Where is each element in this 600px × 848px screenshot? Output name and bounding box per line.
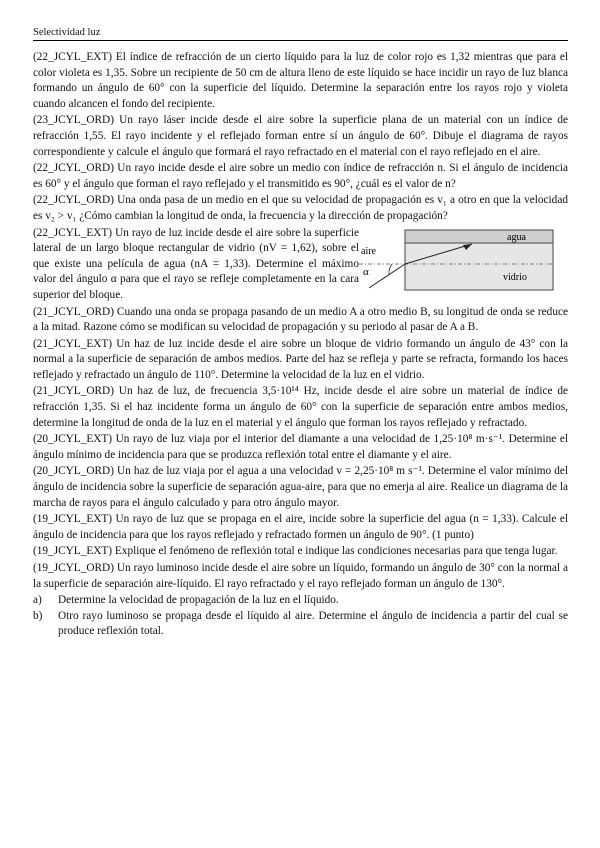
label-vidrio: vidrio — [503, 271, 527, 283]
page-header: Selectividad luz — [33, 27, 568, 41]
subitem — [33, 609, 568, 640]
problem-item: (21_JCYL_ORD) Un haz de luz, de frecuencia 3,5·10¹⁴ Hz, incide desde el aire sobre un material de índice de refracción 1,35. Si el haz incidente forma un ángulo de 60° con la superficie de separación entre ambos medios, determine la longitud de onda de la luz en el material y el ángulo que forman los rayos reflejado y refractado. — [33, 385, 568, 429]
problem-item: (21_JCYL_EXT) Un haz de luz incide desde el aire sobre un bloque de vidrio formando un ángulo de 43° con la normal a la superficie de separación de ambos medios. Parte del haz se refleja y parte se refracta, formando los haces reflejado y refractado un ángulo de 110°. Determine la velocidad de la luz en el vidrio. — [33, 337, 568, 381]
incident-ray — [369, 264, 405, 288]
figure-problem — [33, 226, 568, 305]
subitem — [33, 593, 568, 609]
problem-item: (22_JCYL_EXT) El índice de refracción de un cierto líquido para la luz de color rojo es 1,32 mientras que para el color violeta es 1,35. Sobre un recipiente de 50 cm de altura lleno de este líquido se hace incidir un rayo de luz blanca formando un ángulo de 60° con la superficie del líquido. Determine la separación entre los rayos rojo y violeta cuando alcancen el fondo del recipiente. — [33, 51, 568, 110]
subitem-list — [33, 593, 568, 640]
problem-item: (19_JCYL_EXT) Un rayo de luz que se propaga en el aire, incide sobre la superficie del agua (n = 1,33). Calcule el ángulo de incidencia para que los rayos reflejado y refractado formen un ángulo de 90°. (1 punto) — [33, 513, 568, 541]
label-aire: aire — [361, 245, 376, 257]
problem-list — [33, 50, 568, 640]
problem-item: (19_JCYL_EXT) Explique el fenómeno de reflexión total e indique las condiciones necesarias para que tenga lugar. — [33, 545, 558, 558]
subitem-text: Otro rayo luminoso se propaga desde el líquido al aire. Determine el ángulo de incidencia a partir del cual se produce reflexión total. — [58, 609, 568, 638]
problem-item: (23_JCYL_ORD) Un rayo láser incide desde el aire sobre la superficie plana de un material con un índice de refracción 1,55. El rayo incidente y el reflejado forman entre sí un ángulo de 60°. Dibuje el diagrama de rayos correspondiente y calcule el ángulo que formará el rayo refractado en el material con el rayo reflejado en el aire. — [33, 114, 568, 158]
subitem-marker: a) — [33, 594, 42, 607]
problem-item: (22_JCYL_EXT) Un rayo de luz incide desde el aire sobre la superficie lateral de un largo bloque rectangular de vidrio (nV = 1,62), sobre el que existe una película de agua (nA = 1,33). Determine el máximo valor del ángulo α para que el rayo se refleje completamente en la cara superior del bloque. — [33, 226, 359, 301]
label-alpha: α — [363, 265, 369, 278]
subitem-marker: b) — [33, 609, 43, 622]
problem-item: (22_JCYL_ORD) Un rayo incide desde el aire sobre un medio con índice de refracción n. Si el ángulo de incidencia es 60° y el ángulo que forman el rayo reflejado y el transmitido es 90°, ¿cuál es el valor de n? — [33, 162, 568, 190]
label-agua: agua — [507, 231, 526, 243]
problem-item: (20_JCYL_ORD) Un haz de luz viaja por el agua a una velocidad v = 2,25·10⁸ m s⁻¹. Determine el valor mínimo del ángulo de incidencia sobre la superficie de separación agua-aire, para que no emerja al aire. Realice un diagrama de la marcha de rayos para el ángulo calculado y para otro ángulo mayor. — [33, 465, 568, 509]
glass-block-diagram — [359, 228, 555, 292]
problem-item: (20_JCYL_EXT) Un rayo de luz viaja por el interior del diamante a una velocidad de 1,25·10⁸ m·s⁻¹. Determine el ángulo mínimo de incidencia para que se produzca reflexión total entre el diamante y el aire. — [33, 433, 568, 461]
problem-item: (21_JCYL_ORD) Cuando una onda se propaga pasando de un medio A a otro medio B, su longitud de onda se reduce a la mitad. Razone cómo se modifican su velocidad de propagación y su periodo al pasar de A a B. — [33, 305, 568, 334]
problem-item: (22_JCYL_ORD) Una onda pasa de un medio en el que su velocidad de propagación es v₁ a otro en que la velocidad es v₂ > v₁ ¿Cómo cambian la longitud de onda, la frecuencia y la dirección de propagación? — [33, 194, 568, 222]
problem-item: (19_JCYL_ORD) Un rayo luminoso incide desde el aire sobre un líquido, formando un ángulo de 30° con la normal a la superficie de separación aire-líquido. El rayo refractado y el rayo reflejado forman un ángulo de 130°. — [33, 562, 568, 590]
subitem-text: Determine la velocidad de propagación de la luz en el líquido. — [58, 594, 339, 607]
water-film — [405, 230, 553, 243]
